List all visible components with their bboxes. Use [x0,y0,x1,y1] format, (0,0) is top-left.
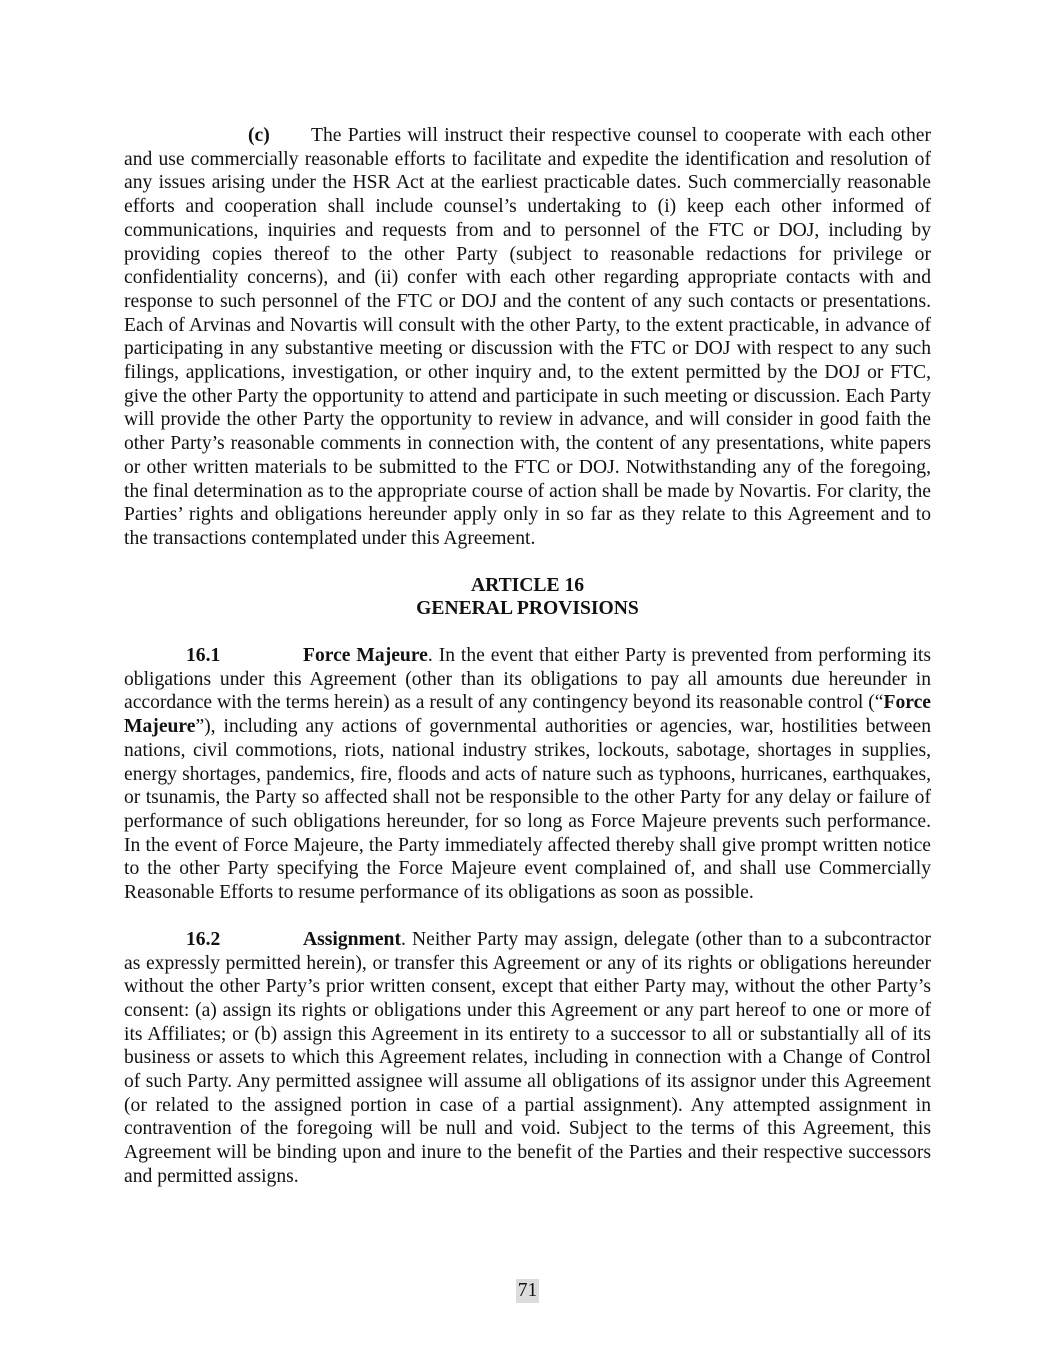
section-16-1 [124,644,931,905]
section-16-1-defined-term: Force Majeure [124,692,931,738]
paragraph-c-text: The Parties will instruct their respective counsel to cooperate with each other and use commercially reasonable efforts to facilitate and expedite the identification and resolution of any issues arising under the HSR Act at the earliest practicable dates. Such commercially reasonable efforts and cooperation shall include counsel’s undertaking to (i) keep each other informed of communications, inquiries and requests from and to personnel of the FTC or DOJ, including by providing copies thereof to the other Party (subject to reasonable redactions for privilege or confidentiality concerns), and (ii) confer with each other regarding appropriate contacts with and response to such personnel of the FTC or DOJ and the content of any such contacts or presentations. Each of Arvinas and Novartis will consult with the other Party, to the extent practicable, in advance of participating in any substantive meeting or discussion with the FTC or DOJ with respect to any such filings, applications, investigation, or other inquiry and, to the extent permitted by the DOJ or FTC, give the other Party the opportunity to attend and participate in such meeting or discussion. Each Party will provide the other Party the opportunity to review in advance, and will consider in good faith the other Party’s reasonable comments in connection with, the content of any presentations, white papers or other written materials to be submitted to the FTC or DOJ. Notwithstanding any of the foregoing, the final determination as to the appropriate course of action shall be made by Novartis. For clarity, the Parties’ rights and obligations hereunder apply only in so far as they relate to this Agreement and to the transactions contemplated under this Agreement. [124,125,931,549]
section-16-2-text: . Neither Party may assign, delegate (other than to a subcontractor as expressly permitted herein), or transfer this Agreement or any of its rights or obligations hereunder without the other Party’s prior written consent, except that either Party may, without the other Party’s consent: (a) assign its rights or obligations under this Agreement or any part hereof to one or more of its Affiliates; or (b) assign this Agreement in its entirety to a successor to all or substantially all of its business or assets to which this Agreement relates, including in connection with a Change of Control of such Party. Any permitted assignee will assume all obligations of its assignor under this Agreement (or related to the assigned portion in case of a partial assignment). Any attempted assignment in contravention of the foregoing will be null and void. Subject to the terms of this Agreement, this Agreement will be binding upon and inure to the benefit of the Parties and their respective successors and permitted assigns. [124,928,931,1187]
article-heading [124,574,931,621]
section-16-1-text-b: ”), including any actions of governmental authorities or agencies, war, hostilities between nations, civil commotions, riots, national industry strikes, lockouts, sabotage, shortages in supplies, energy shortages, pandemics, fire, floods and acts of nature such as typhoons, hurricanes, earthquakes, or tsunamis, the Party so affected shall not be responsible to the other Party for any delay or failure of performance of such obligations hereunder, for so long as Force Majeure prevents such performance. In the event of Force Majeure, the Party immediately affected thereby shall give prompt written notice to the other Party specifying the Force Majeure event complained of, and shall use Commercially Reasonable Efforts to resume performance of its obligations as soon as possible. [124,716,931,904]
article-title: GENERAL PROVISIONS [416,598,639,620]
paragraph-c [124,124,931,551]
section-16-2 [124,928,931,1189]
section-16-1-title: Force Majeure [303,645,428,667]
article-number: ARTICLE 16 [470,574,585,596]
section-16-2-title: Assignment [303,928,401,950]
section-16-2-number: 16.2 [186,928,221,950]
section-16-1-number: 16.1 [186,645,221,667]
paragraph-c-label: (c) [248,125,270,146]
section-16-1-text-a: . In the event that either Party is prevented from performing its obligations under this Agreement (other than its obligations to pay all amounts due hereunder in accordance with the terms herein) as a result of any contingency beyond its reasonable control (“ [124,645,931,714]
page-number: 71 [517,1280,538,1301]
document-page [124,124,931,1212]
